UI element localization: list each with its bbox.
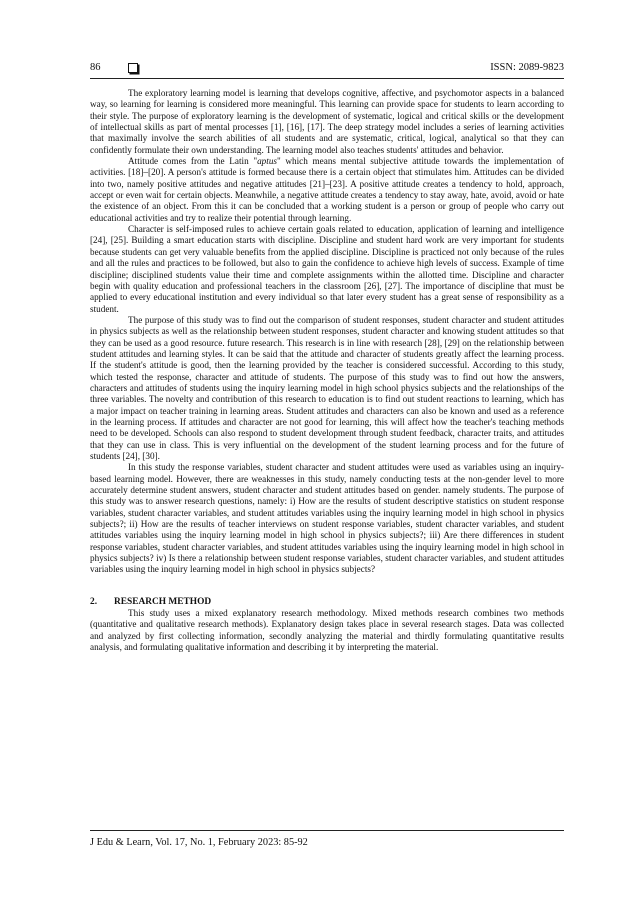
square-bullet-icon [128, 63, 138, 73]
paragraph-research-questions: In this study the response variables, student character and student attitudes were used as variables using an inquiry-based learning model. However, there are weaknesses in this study, namely conducting tests at the non-gender level to more accurately determine student answers, student character and student attitudes based on gender. namely students. The purpose of this study was to answer research questions, namely: i) How are the results of student descriptive statistics on student response variables, student character variables, and student attitudes variables using the inquiry learning model in high school in physics subjects?; ii) How are the results of teacher interviews on student response variables, student character variables, and student attitudes variables using the inquiry learning model in high school in physics subjects?; iii) Are there differences in student response variables, student character variables, and student attitudes variables using the inquiry learning model in high school in physics subjects? iv) Is there a relationship between student response variables, student character variables, and student attitudes variables using the inquiry learning model in high school in physics subjects? [90, 462, 564, 575]
article-body [90, 88, 564, 654]
latin-term: aptus [257, 156, 277, 167]
page-number: 86 [90, 62, 101, 73]
section-number: 2. [90, 596, 98, 607]
paragraph-study-purpose: The purpose of this study was to find out the comparison of student responses, student character and student attitudes in physics subjects as well as the relationship between student responses, student character and knowing student attitudes so that they can be used as a good resource. future research. This research is in line with research [28], [29] on the relationship between student attitudes and learning styles. It can be said that the attitude and character of students greatly affect the learning process. If the student's attitude is good, then the learning provided by the teacher is considered successful. According to this study, which tested the response, character and attitude of students. The purpose of this study was to find out how the answers, characters and attitudes of students using the inquiry learning model in high school physics subjects and the relationships of the three variables. The novelty and contribution of this research to education is to find out student reactions to learning, which has a major impact on teacher training in learning areas. Student attitudes and characters can also be known and used as a reference in the learning process. If attitudes and character are not good for learning, this will affect how the teacher's teaching methods need to be developed. Schools can also respond to student development through student feedback, character traits, and attitudes that they can use in class. This is very influential on the development of the student learning process and for the future of students [24], [30]. [90, 314, 564, 461]
page-header [90, 61, 564, 77]
section-title: RESEARCH METHOD [114, 596, 212, 607]
footer-citation: J Edu & Learn, Vol. 17, No. 1, February 2023: 85-92 [90, 837, 308, 848]
header-rule [90, 78, 564, 79]
issn-label: ISSN: 2089-9823 [490, 62, 564, 73]
paragraph-method: This study uses a mixed explanatory research methodology. Mixed methods research combines two methods (quantitative and qualitative research methods). Explanatory design takes place in several research stages. Data was collected and analyzed by first collecting information, secondly analyzing the material and thirdly formulating quantitative results analysis, and formulating qualitative information and describing it by interpreting the material. [90, 608, 564, 653]
section-heading [90, 597, 564, 608]
paragraph-exploratory-learning: The exploratory learning model is learning that develops cognitive, affective, and psychomotor aspects in a balanced way, so learning for learning is considered more meaningful. This learning can provide space for students to learn according to their style. The purpose of exploratory learning is the development of systematic, logical and critical skills or the development of intellectual skills as part of mental processes [1], [16], [17]. The deep strategy model includes a series of learning activities that maximally involve the search abilities of all students and are systematic, critical, logical, analytical so that they can confidently formulate their own understanding. The learning model also teaches students' attitudes and behavior. [90, 88, 564, 155]
paragraph-character: Character is self-imposed rules to achieve certain goals related to education, application of learning and intelligence [24], [25]. Building a smart education starts with discipline. Discipline and student hard work are very important for students because students can get very valuable benefits from the applied discipline. Discipline is practiced not only because of the rules and all the rules and practices to be followed, but also to gain the confidence to achieve high levels of success. Example of time discipline; disciplined students value their time and complete assignments within the allotted time. Discipline and character begin with quality education and professional teachers in the classroom [26], [27]. The importance of discipline that must be applied to every educational institution and every individual so that later every student has a great sense of responsibility as a student. [90, 224, 564, 314]
paragraph-attitude: Attitude comes from the Latin "aptus" which means mental subjective attitude towards the implementation of activities. [18]–[20]. A person's attitude is formed because there is a certain object that stimulates him. Attitudes can be divided into two, namely positive attitudes and negative attitudes [21]–[23]. A positive attitude creates a tendency to hold, approach, accept or even wait for certain objects. Meanwhile, a negative attitude creates a tendency to stay away, hate, avoid, avoid or hate the existence of an object. From this it can be concluded that a working student is a person or group of people who carry out educational activities and try to realize their potential through learning. [90, 156, 564, 223]
footer-rule [90, 830, 564, 831]
